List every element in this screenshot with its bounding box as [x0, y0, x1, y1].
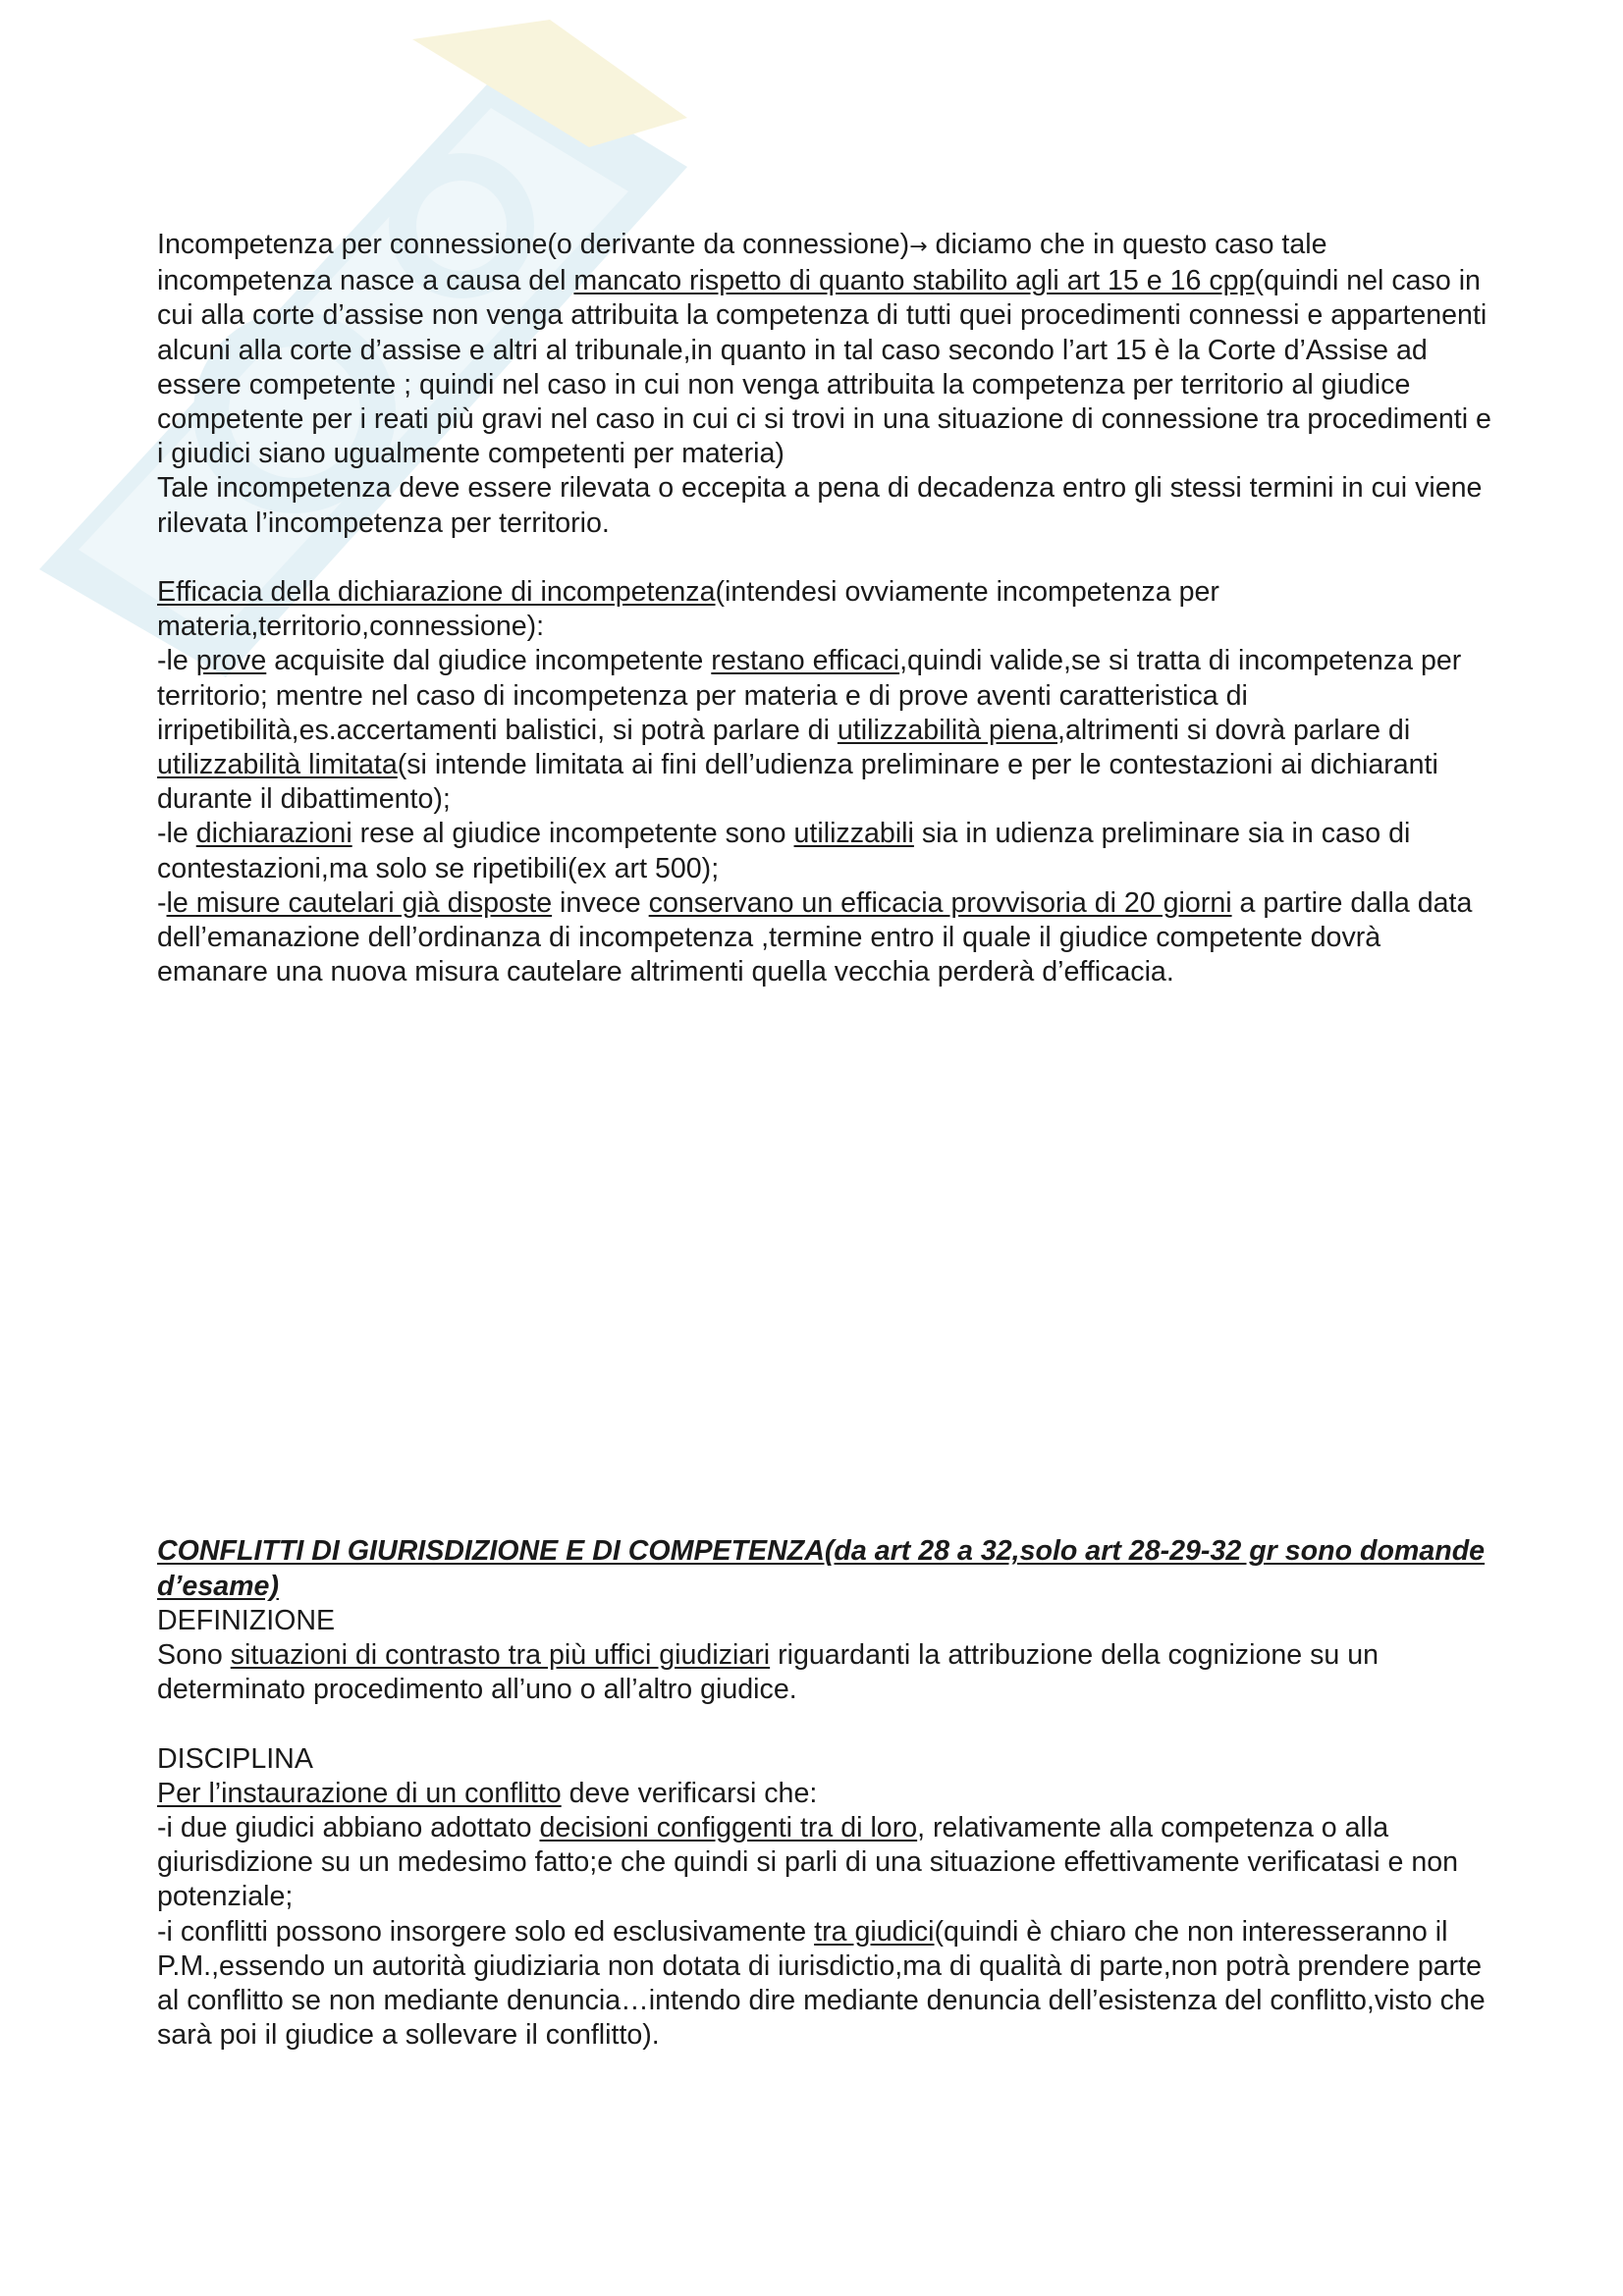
text-span: riguardanti la attribuzione della cognizione su un determinato procedimento all’uno o all’altro giudice.	[157, 1639, 1380, 1706]
underlined-text: restano efficaci	[711, 645, 900, 677]
paragraph-rilevata: Tale incompetenza deve essere rilevata o eccepita a pena di decadenza entro gli stessi termini in cui viene rilevata l’incompetenza per territorio.	[157, 472, 1483, 539]
section-gap	[157, 989, 1492, 1534]
underlined-text: dichiarazioni	[195, 818, 352, 850]
underlined-text: tra giudici	[814, 1915, 935, 1948]
label-disciplina: DISCIPLINA	[157, 1742, 313, 1775]
arrow-icon: →	[909, 235, 928, 259]
paragraph-instaurazione	[157, 1777, 1492, 1811]
blank-line	[157, 1707, 1492, 1741]
list-item-dichiarazioni	[157, 817, 1492, 885]
underlined-text: Per l’instaurazione di un conflitto	[157, 1777, 562, 1809]
underlined-text: Efficacia della dichiarazione di incompetenza	[157, 576, 716, 609]
text-span: -i conflitti possono insorgere solo ed esclusivamente	[157, 1915, 815, 1948]
text-span: invece	[552, 886, 649, 919]
list-item-prove	[157, 644, 1492, 817]
text-span: rese al giudice incompetente sono	[352, 818, 794, 850]
underlined-text: le misure cautelari già disposte	[166, 886, 553, 919]
text-span: -le	[157, 818, 196, 850]
text-span: -	[157, 886, 167, 919]
underlined-text: utilizzabili	[793, 818, 914, 850]
text-span: ,quindi valide,se si tratta di incompetenza per territorio; mentre nel caso di incompetenza per materia e di prove aventi caratteristica di irripetibilità,es.accertamenti balistici, si potrà parlare di	[157, 645, 1462, 746]
paragraph-definizione	[157, 1638, 1492, 1707]
text-span: , relativamente alla competenza o alla giurisdizione su un medesimo fatto;e che quindi si parli di una situazione effettivamente verificatasi e non potenziale;	[157, 1812, 1459, 1913]
underlined-text: utilizzabilità piena	[837, 714, 1058, 746]
section-heading-conflitti: CONFLITTI DI GIURISDIZIONE E DI COMPETENZA(da art 28 a 32,solo art 28-29-32 gr sono domande d’esame)	[157, 1535, 1486, 1602]
text-span: -le	[157, 645, 196, 677]
text-span: acquisite dal giudice incompetente	[266, 645, 712, 677]
underlined-text: decisioni configgenti tra di loro	[539, 1812, 918, 1844]
text-span: a partire dalla data dell’emanazione dell’ordinanza di incompetenza ,termine entro il quale il giudice competente dovrà emanare una nuova misura cautelare altrimenti quella vecchia perderà d’efficacia.	[157, 886, 1473, 988]
list-item-decisioni	[157, 1811, 1492, 1915]
text-span: (intendesi ovviamente incompetenza per materia,territorio,connessione):	[157, 576, 1219, 643]
underlined-text: utilizzabilità limitata	[157, 749, 398, 781]
underlined-text: prove	[195, 645, 267, 677]
list-item-tra-giudici	[157, 1915, 1492, 2054]
underlined-text: mancato rispetto di quanto stabilito agli art 15 e 16 cpp	[573, 265, 1255, 297]
underlined-text: conservano un efficacia provvisoria di 20 giorni	[648, 886, 1232, 919]
paragraph-incompetenza-connessione	[157, 228, 1492, 471]
document-body	[157, 228, 1492, 2053]
text-span: diciamo che in questo caso tale incompetenza nasce a causa del	[157, 229, 1327, 297]
text-span: deve verificarsi che:	[561, 1777, 818, 1809]
underlined-text: situazioni di contrasto tra più uffici giudiziari	[230, 1639, 771, 1672]
blank-line	[157, 541, 1492, 575]
paragraph-efficacia-title	[157, 575, 1492, 644]
text-span: ,altrimenti si dovrà parlare di	[1057, 714, 1411, 746]
label-definizione: DEFINIZIONE	[157, 1604, 336, 1636]
text-span: sia in udienza preliminare sia in caso di contestazioni,ma solo se ripetibili(ex art 500);	[157, 818, 1411, 884]
text-span: (si intende limitata ai fini dell’udienza preliminare e per le contestazioni ai dichiaranti durante il dibattimento);	[157, 749, 1438, 816]
text-span: (quindi è chiaro che non interesseranno il P.M.,essendo un autorità giudiziaria non dotata di iurisdictio,ma di qualità di parte,non potrà prendere parte al conflitto se non mediante denuncia…intendo dire mediante denuncia dell’esistenza del conflitto,visto che sarà poi il giudice a sollevare il conflitto).	[157, 1915, 1486, 2052]
text-span: Incompetenza per connessione(o derivante da connessione)	[157, 229, 910, 260]
text-span: -i due giudici abbiano adottato	[157, 1812, 540, 1844]
text-span: (quindi nel caso in cui alla corte d’assise non venga attribuita la competenza di tutti quei procedimenti connessi e appartenenti alcuni alla corte d’assise e altri al tribunale,in quanto in tal caso secondo l’art 15 è la Corte d’Assise ad essere competente ; quindi nel caso in cui non venga attribuita la competenza per territorio al giudice competente per i reati più gravi nel caso in cui ci si trovi in una situazione di connessione tra procedimenti e i giudici siano ugualmente competenti per materia)	[157, 265, 1491, 470]
list-item-misure-cautelari	[157, 886, 1492, 990]
text-span: Sono	[157, 1639, 231, 1672]
